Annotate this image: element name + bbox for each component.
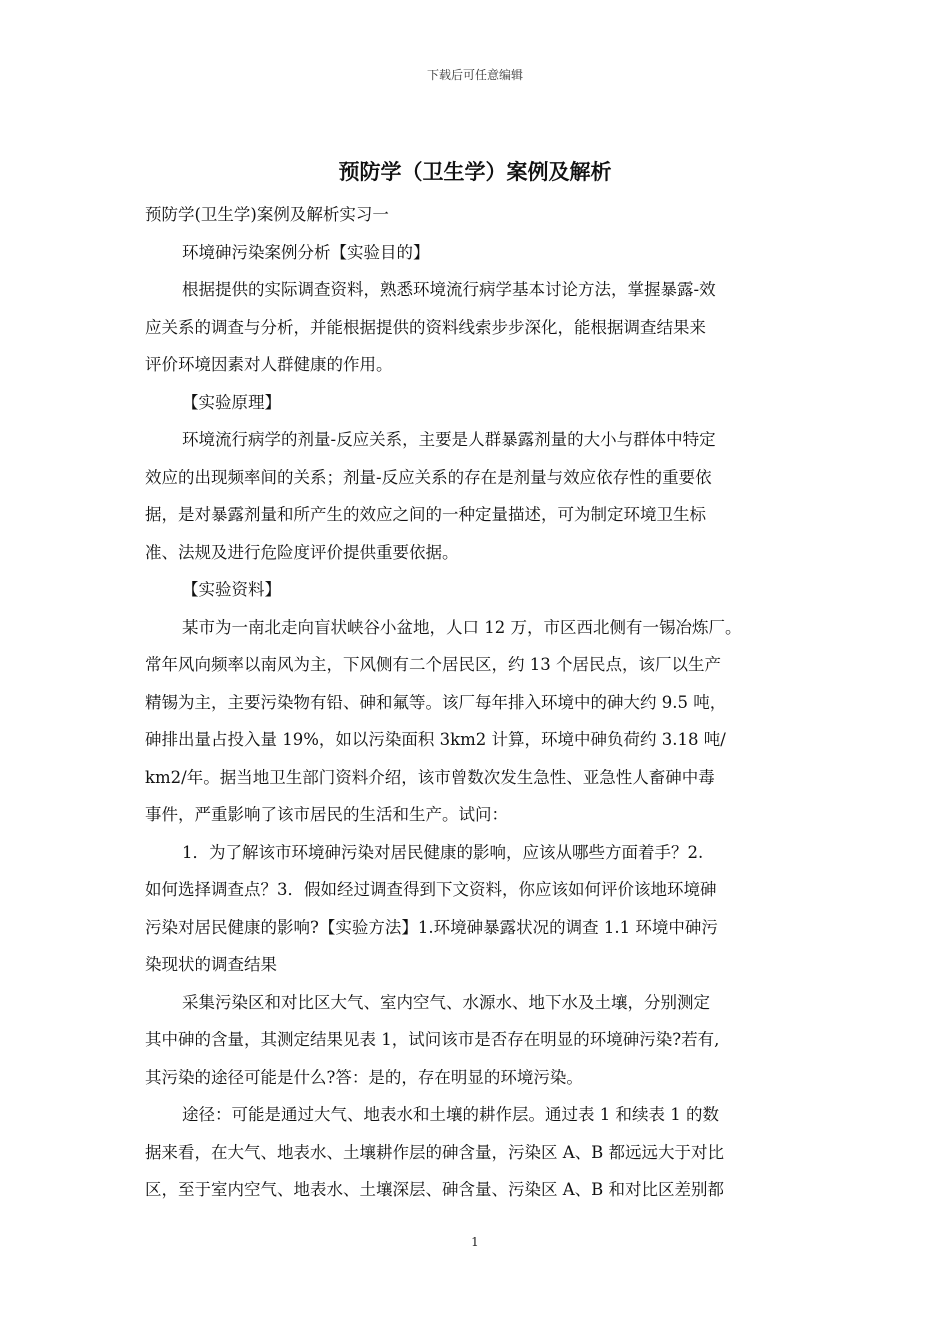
body-line: 常年风向频率以南风为主，下风侧有二个居民区，约 13 个居民点，该厂以生产 (145, 655, 721, 674)
body-line: 其污染的途径可能是什么?答：是的，存在明显的环境污染。 (145, 1067, 583, 1087)
body-line: 环境砷污染案例分析【实验目的】 (182, 242, 430, 262)
body-line: 据来看，在大气、地表水、土壤耕作层的砷含量，污染区 A、B 都远远大于对比 (145, 1142, 725, 1162)
body-line: 某市为一南北走向盲状峡谷小盆地，人口 12 万，市区西北侧有一锡冶炼厂。 (182, 617, 742, 637)
body-line: 采集污染区和对比区大气、室内空气、水源水、地下水及土壤，分别测定 (182, 992, 710, 1012)
body-line: 1．为了解该市环境砷污染对居民健康的影响，应该从哪些方面着手？2. (182, 842, 704, 862)
body-line: 污染对居民健康的影响?【实验方法】1.环境砷暴露状况的调查 1.1 环境中砷污 (145, 917, 718, 937)
body-line: 如何选择调查点？3．假如经过调查得到下文资料，你应该如何评价该地环境砷 (145, 880, 717, 899)
body-line: 【实验资料】 (182, 580, 281, 599)
body-line: 精锡为主，主要污染物有铅、砷和氟等。该厂每年排入环境中的砷大约 9.5 吨， (145, 692, 727, 712)
body-line: 环境流行病学的剂量-反应关系，主要是人群暴露剂量的大小与群体中特定 (182, 430, 716, 449)
body-line: 途径：可能是通过大气、地表水和土壤的耕作层。通过表 1 和续表 1 的数 (182, 1105, 719, 1124)
page-number: 1 (471, 1235, 479, 1249)
body-line: 砷排出量占投入量 19%，如以污染面积 3km2 计算，环境中砷负荷约 3.18 吨/ (145, 730, 726, 749)
body-line: km2/年。据当地卫生部门资料介绍，该市曾数次发生急性、亚急性人畜砷中毒 (145, 767, 715, 787)
body-line: 效应的出现频率间的关系；剂量-反应关系的存在是剂量与效应依存性的重要依 (145, 467, 712, 487)
body-line: 事件，严重影响了该市居民的生活和生产。试问： (145, 805, 508, 824)
body-line: 据，是对暴露剂量和所产生的效应之间的一种定量描述，可为制定环境卫生标 (145, 505, 706, 524)
body-line: 根据提供的实际调查资料，熟悉环境流行病学基本讨论方法，掌握暴露-效 (182, 280, 716, 299)
document-title: 预防学（卫生学）案例及解析 (338, 160, 612, 184)
body-line: 染现状的调查结果 (145, 955, 277, 974)
body-line: 【实验原理】 (182, 392, 281, 412)
body-line: 其中砷的含量，其测定结果见表 1，试问该市是否存在明显的环境砷污染?若有, (145, 1030, 720, 1049)
document-body (145, 196, 810, 1209)
body-line: 准、法规及进行危险度评价提供重要依据。 (145, 542, 459, 562)
body-line: 应关系的调查与分析，并能根据提供的资料线索步步深化，能根据调查结果来 (145, 317, 706, 337)
body-line: 评价环境因素对人群健康的作用。 (145, 355, 393, 374)
body-line: 预防学(卫生学)案例及解析实习一 (145, 205, 389, 224)
header-note: 下载后可任意编辑 (426, 68, 523, 82)
body-line: 区，至于室内空气、地表水、土壤深层、砷含量、污染区 A、B 和对比区差别都 (145, 1180, 725, 1199)
